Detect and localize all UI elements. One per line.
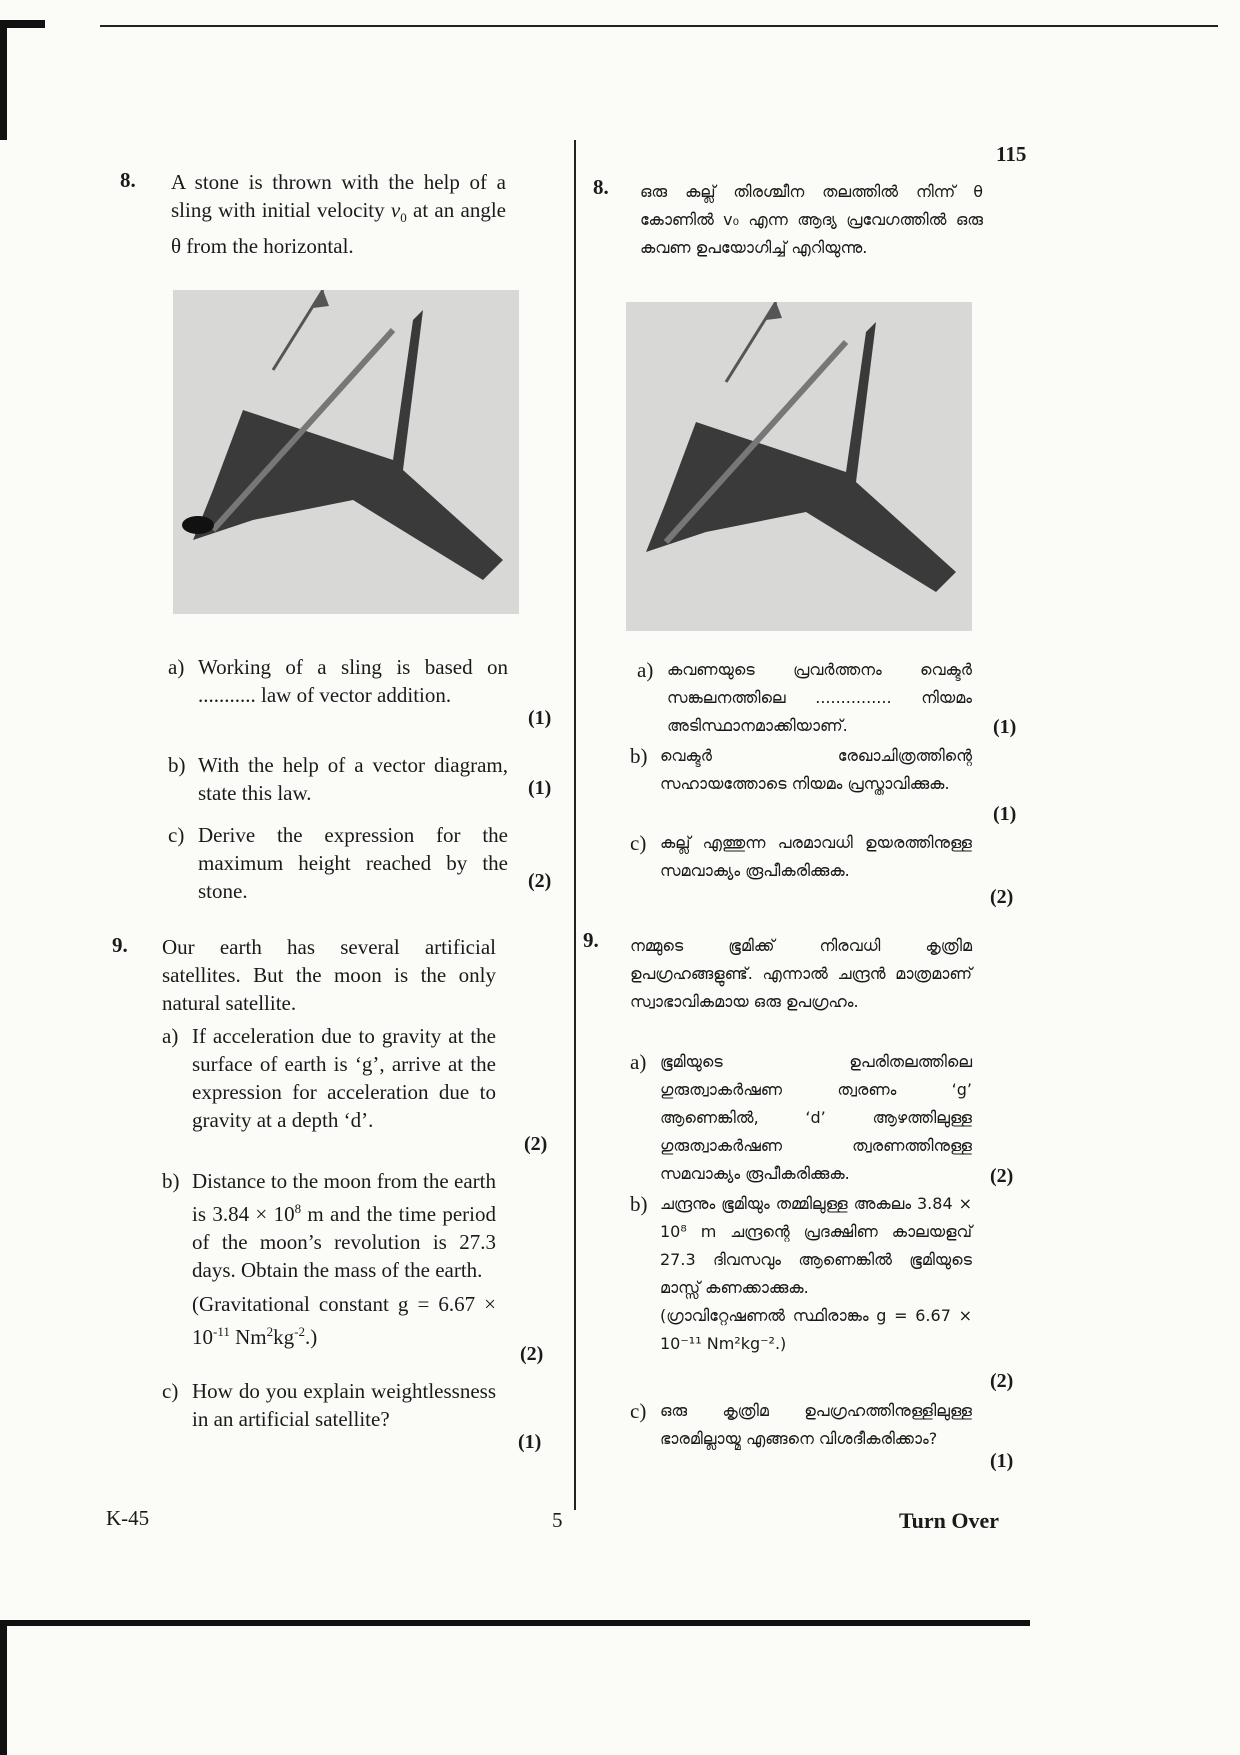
q8c-label-ml: c) — [630, 831, 647, 855]
q8b-ml — [630, 742, 972, 798]
q9a-text: If acceleration due to gravity at the surface of earth is ‘g’, arrive at the expression for acceleration due to gravity at a depth ‘d’. — [192, 1024, 496, 1132]
gravitational-constant — [192, 1290, 496, 1351]
q8c-text-ml: കല്ല് എത്തുന്ന പരമാവധി ഉയരത്തിനുള്ള സമവാക്യം രൂപീകരിക്കുക. — [660, 833, 972, 880]
q8-stem-ml: ഒരു കല്ല് തിരശ്ചീന തലത്തിൽ നിന്ന് θ കോണിൽ v₀ എന്ന ആദ്യ പ്രവേഗത്തിൽ ഒരു കവണ ഉപയോഗിച്ച് എറിയുന്നു. — [640, 182, 983, 257]
q9a-label-ml: a) — [630, 1050, 647, 1074]
turn-over: Turn Over — [899, 1508, 1000, 1533]
q8c-marks-ml: (2) — [990, 886, 1014, 908]
paper-code: K-45 — [106, 1506, 150, 1530]
q9-number: 9. — [112, 933, 128, 957]
q8a-marks: (1) — [528, 707, 552, 729]
q8b-label: b) — [168, 753, 186, 777]
q8a-ml — [637, 656, 972, 740]
q8a-label: a) — [168, 655, 185, 679]
q9-stem: Our earth has several artificial satellites. But the moon is the only natural satellite. — [162, 935, 496, 1015]
q9b-label-ml: b) — [630, 1192, 648, 1216]
q8a-text-ml: കവണയുടെ പ്രവർത്തനം വെക്ടർ സങ്കലനത്തിലെ ............... നിയമം അടിസ്ഥാനമാക്കിയാണ്. — [667, 660, 972, 735]
q8b-text-ml: വെക്ടർ രേഖാചിത്രത്തിന്റെ സഹായത്തോടെ നിയമം പ്രസ്താവിക്കുക. — [660, 746, 972, 793]
q9a-marks: (2) — [524, 1133, 548, 1155]
exponent: -11 — [213, 1324, 230, 1339]
q9b-marks: (2) — [520, 1343, 544, 1365]
scan-border — [0, 1620, 7, 1755]
q9a-marks-ml: (2) — [990, 1165, 1014, 1187]
q8b — [168, 751, 508, 807]
q9-number-ml: 9. — [583, 928, 599, 952]
q8-number-ml: 8. — [593, 175, 609, 199]
q9c-label: c) — [162, 1379, 179, 1403]
q9b-ml — [630, 1190, 972, 1358]
exponent: -2 — [294, 1324, 305, 1339]
q8a-marks-ml: (1) — [993, 716, 1017, 738]
q8-stem-text: A stone is thrown with the help of a sling with initial velocity — [171, 170, 506, 222]
q9c-label-ml: c) — [630, 1399, 647, 1423]
page-number: 5 — [552, 1508, 563, 1532]
q9b-label: b) — [162, 1169, 180, 1193]
exponent: 8 — [294, 1201, 302, 1216]
scan-border — [0, 20, 7, 140]
q9c — [162, 1377, 496, 1433]
q8c — [168, 821, 508, 905]
sling-figure-ml — [626, 302, 972, 631]
q8c-label: c) — [168, 823, 185, 847]
const-unit: Nm — [229, 1325, 267, 1349]
q9a-ml — [630, 1048, 972, 1188]
q8b-label-ml: b) — [630, 744, 648, 768]
q9b-text-start: Distance to the moon from the earth is 3.84 × 10 — [192, 1169, 496, 1226]
velocity-subscript: 0 — [400, 210, 407, 226]
velocity-symbol: v — [390, 198, 401, 222]
sling-figure — [173, 290, 519, 614]
q9b-text-end: m and the time period of the moon’s revolution is 27.3 days. Obtain the mass of the earth. — [192, 1202, 496, 1282]
q9c-marks-ml: (1) — [990, 1450, 1014, 1472]
page-number-top: 115 — [996, 142, 1027, 166]
q9a — [162, 1022, 496, 1134]
gravitational-constant-ml: (ഗ്രാവിറ്റേഷണൽ സ്ഥിരാങ്കം g = 6.67 × 10⁻¹¹ Nm²kg⁻².) — [660, 1306, 972, 1353]
q8b-text: With the help of a vector diagram, state this law. — [198, 753, 508, 805]
q9-stem-ml: നമ്മുടെ ഭൂമിക്ക് നിരവധി കൃത്രിമ ഉപഗ്രഹങ്ങളുണ്ട്. എന്നാൽ ചന്ദ്രൻ മാത്രമാണ് സ്വാഭാവികമായ ഒരു ഉപഗ്രഹം. — [630, 936, 972, 1011]
q9a-label: a) — [162, 1024, 179, 1048]
top-rule — [100, 25, 1218, 27]
q9c-text-ml: ഒരു കൃത്രിമ ഉപഗ്രഹത്തിനുള്ളിലുള്ള ഭാരമില്ലായ്മ എങ്ങനെ വിശദീകരിക്കാം? — [660, 1401, 972, 1448]
q9b-text — [192, 1167, 496, 1351]
q9b-body-ml: ചന്ദ്രനും ഭൂമിയും തമ്മിലുള്ള അകലം 3.84 × 10⁸ m ചന്ദ്രന്റെ പ്രദക്ഷിണ കാലയളവ് 27.3 ദിവസവും ആണെങ്കിൽ ഭൂമിയുടെ മാസ്സ് കണക്കാക്കുക. — [660, 1194, 972, 1297]
q9c-ml — [630, 1397, 972, 1453]
q8-number: 8. — [120, 168, 136, 192]
q8b-marks: (1) — [528, 777, 552, 799]
q8a-text: Working of a sling is based on ........... law of vector addition. — [198, 655, 508, 707]
const-text: (Gravitational constant g = 6.67 × 10 — [192, 1292, 496, 1349]
q9b-marks-ml: (2) — [990, 1370, 1014, 1392]
q8a — [168, 653, 508, 709]
q8c-marks: (2) — [528, 870, 552, 892]
q9a-text-ml: ഭൂമിയുടെ ഉപരിതലത്തിലെ ഗുരുത്വാകർഷണ ത്വരണം ‘g’ ആണെങ്കിൽ, ‘d’ ആഴത്തിലുള്ള ഗുരുത്വാകർഷണ ത്വരണത്തിനുള്ള സമവാക്യം രൂപീകരിക്കുക. — [660, 1052, 972, 1183]
q8-stem-text-end: at an angle θ from the horizontal. — [171, 198, 506, 259]
q9c-marks: (1) — [518, 1431, 542, 1453]
const-unit: kg — [273, 1325, 295, 1349]
const-end: .) — [304, 1325, 318, 1349]
q8c-ml — [630, 829, 972, 885]
column-divider — [574, 140, 576, 1510]
q9b — [162, 1167, 496, 1351]
q8b-marks-ml: (1) — [993, 803, 1017, 825]
q8-stem — [171, 168, 506, 260]
q9c-text: How do you explain weightlessness in an artificial satellite? — [192, 1379, 496, 1431]
q9b-text-ml — [660, 1190, 972, 1358]
exponent: 2 — [266, 1324, 274, 1339]
q8a-label-ml: a) — [637, 658, 654, 682]
q8c-text: Derive the expression for the maximum height reached by the stone. — [198, 823, 508, 903]
bottom-rule — [0, 1620, 1030, 1626]
